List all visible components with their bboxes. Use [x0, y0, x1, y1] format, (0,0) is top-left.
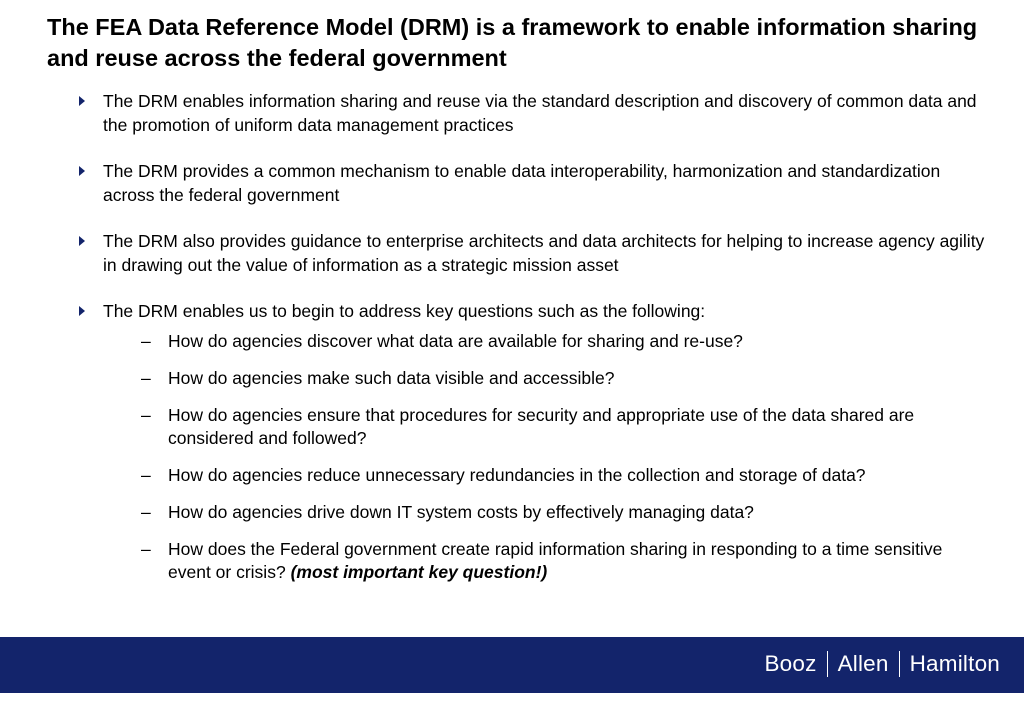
key-question-emphasis: (most important key question!) [290, 562, 548, 582]
question-item [103, 404, 988, 450]
question-text: How do agencies ensure that procedures for security and appropriate use of the data shared are considered and followed? [168, 405, 915, 448]
bullet-item [103, 159, 988, 207]
bullet-text: The DRM also provides guidance to enterprise architects and data architects for helping to increase agency agility in drawing out the value of information as a strategic mission asset [103, 231, 985, 275]
bullet-text: The DRM enables us to begin to address key questions such as the following: [103, 301, 706, 321]
logo-word-booz: Booz [764, 651, 817, 676]
triangle-right-icon [79, 306, 85, 316]
logo-separator [899, 651, 900, 677]
bullet-item [103, 229, 988, 277]
triangle-right-icon [79, 236, 85, 246]
question-text: How do agencies reduce unnecessary redundancies in the collection and storage of data? [168, 465, 866, 485]
dash-marker: – [141, 368, 151, 388]
question-text: How do agencies drive down IT system costs by effectively managing data? [168, 502, 754, 522]
question-item [103, 367, 988, 390]
question-text: How do agencies discover what data are available for sharing and re-use? [168, 331, 743, 351]
company-logo [764, 649, 1000, 679]
logo-separator [827, 651, 828, 677]
logo-word-hamilton: Hamilton [909, 651, 1000, 676]
dash-marker: – [141, 502, 151, 522]
triangle-right-icon [79, 96, 85, 106]
slide-title: The FEA Data Reference Model (DRM) is a framework to enable information sharing and reuse across the federal government [47, 14, 978, 71]
question-item [103, 501, 988, 524]
bullet-item [103, 89, 988, 137]
question-list [103, 330, 988, 584]
question-text: How do agencies make such data visible and accessible? [168, 368, 615, 388]
question-item [103, 464, 988, 487]
dash-marker: – [141, 539, 151, 559]
dash-marker: – [141, 331, 151, 351]
dash-marker: – [141, 405, 151, 425]
bullet-item [103, 299, 988, 584]
bullet-text: The DRM enables information sharing and reuse via the standard description and discovery of common data and the promotion of uniform data management practices [103, 91, 977, 135]
footer-bar [0, 637, 1024, 693]
question-text: How does the Federal government create rapid information sharing in responding to a time sensitive event or crisis? [168, 539, 943, 582]
bullet-text: The DRM provides a common mechanism to enable data interoperability, harmonization and standardization across the federal government [103, 161, 941, 205]
dash-marker: – [141, 465, 151, 485]
question-item [103, 330, 988, 353]
triangle-right-icon [79, 166, 85, 176]
bullet-list [103, 89, 988, 584]
logo-word-allen: Allen [837, 651, 889, 676]
question-item [103, 538, 988, 584]
